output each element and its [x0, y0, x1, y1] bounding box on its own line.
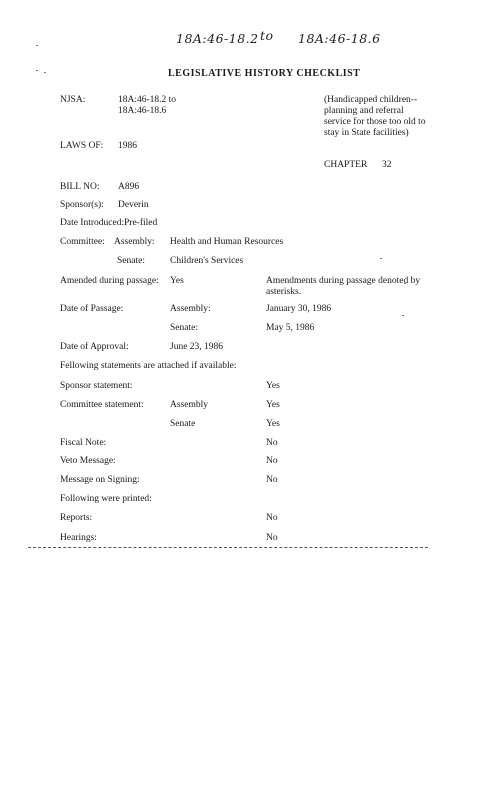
- njsa-label: NJSA:: [60, 95, 86, 105]
- date-introduced-label: Date Introduced:: [60, 218, 125, 228]
- scan-speck: [36, 45, 38, 46]
- bill-no-label: BILL NO:: [60, 182, 100, 192]
- committee-senate-label: Senate:: [117, 256, 145, 266]
- committee-statement-label: Committee statement:: [60, 400, 144, 410]
- committee-statement-senate-label: Senate: [170, 419, 196, 429]
- passage-senate-label: Senate:: [170, 323, 198, 333]
- fiscal-note-label: Fiscal Note:: [60, 438, 107, 448]
- veto-message-value: No: [266, 456, 278, 466]
- dashed-divider: [28, 547, 428, 548]
- passage-senate-value: May 5, 1986: [266, 323, 315, 333]
- committee-assembly-value: Health and Human Resources: [170, 237, 284, 247]
- amended-label: Amended during passage:: [60, 276, 159, 286]
- date-introduced-value: Pre-filed: [124, 218, 158, 228]
- scan-speck: [44, 72, 46, 73]
- handwritten-from: 18A:46-18.2: [176, 31, 259, 46]
- amended-note-line1: Amendments during passage denoted by: [266, 276, 421, 286]
- committee-senate-value: Children's Services: [170, 256, 244, 266]
- njsa-line2: 18A:46-18.6: [118, 106, 167, 116]
- sponsor-statement-value: Yes: [266, 381, 280, 391]
- committee-assembly-label: Assembly:: [114, 237, 155, 247]
- committee-statement-assembly-label: Assembly: [170, 400, 208, 410]
- committee-statement-senate-value: Yes: [266, 419, 280, 429]
- following-printed-heading: Following were printed:: [60, 494, 152, 504]
- laws-of-label: LAWS OF:: [60, 141, 104, 151]
- page-title: LEGISLATIVE HISTORY CHECKLIST: [168, 68, 361, 79]
- amended-note-line2: asterisks.: [266, 287, 302, 297]
- reports-label: Reports:: [60, 513, 93, 523]
- handwritten-to-word: to: [260, 28, 274, 43]
- following-attached-heading: Fellowing statements are attached if available:: [60, 361, 237, 371]
- passage-assembly-label: Assembly:: [170, 304, 211, 314]
- committee-statement-assembly-value: Yes: [266, 400, 280, 410]
- date-of-approval-value: June 23, 1986: [170, 342, 224, 352]
- veto-message-label: Veto Message:: [60, 456, 116, 466]
- date-of-passage-label: Date of Passage:: [60, 304, 124, 314]
- hearings-value: No: [266, 533, 278, 543]
- passage-assembly-value: January 30, 1986: [266, 304, 332, 314]
- sponsor-statement-label: Sponsor statement:: [60, 381, 133, 391]
- scan-speck: [380, 258, 382, 259]
- description-line: planning and referral: [324, 106, 404, 116]
- hearings-label: Hearings:: [60, 533, 97, 543]
- njsa-line1: 18A:46-18.2 to: [118, 95, 177, 105]
- bill-no-value: A896: [118, 182, 140, 192]
- laws-of-value: 1986: [118, 141, 137, 151]
- description-line: stay in State facilities): [324, 128, 409, 138]
- fiscal-note-value: No: [266, 438, 278, 448]
- sponsor-label: Sponsor(s):: [60, 200, 104, 210]
- scan-speck: [36, 70, 38, 71]
- scan-speck: [402, 315, 404, 316]
- description-line: service for those too old to: [324, 117, 426, 127]
- message-on-signing-label: Message on Signing:: [60, 475, 140, 485]
- chapter-value: 32: [382, 160, 392, 170]
- committee-label: Committee:: [60, 237, 105, 247]
- sponsor-value: Deverin: [118, 200, 149, 210]
- reports-value: No: [266, 513, 278, 523]
- description-line: (Handicapped children--: [324, 95, 418, 105]
- handwritten-to: 18A:46-18.6: [298, 31, 381, 46]
- amended-value: Yes: [170, 276, 184, 286]
- message-on-signing-value: No: [266, 475, 278, 485]
- date-of-approval-label: Date of Approval:: [60, 342, 129, 352]
- chapter-label: CHAPTER: [324, 160, 368, 170]
